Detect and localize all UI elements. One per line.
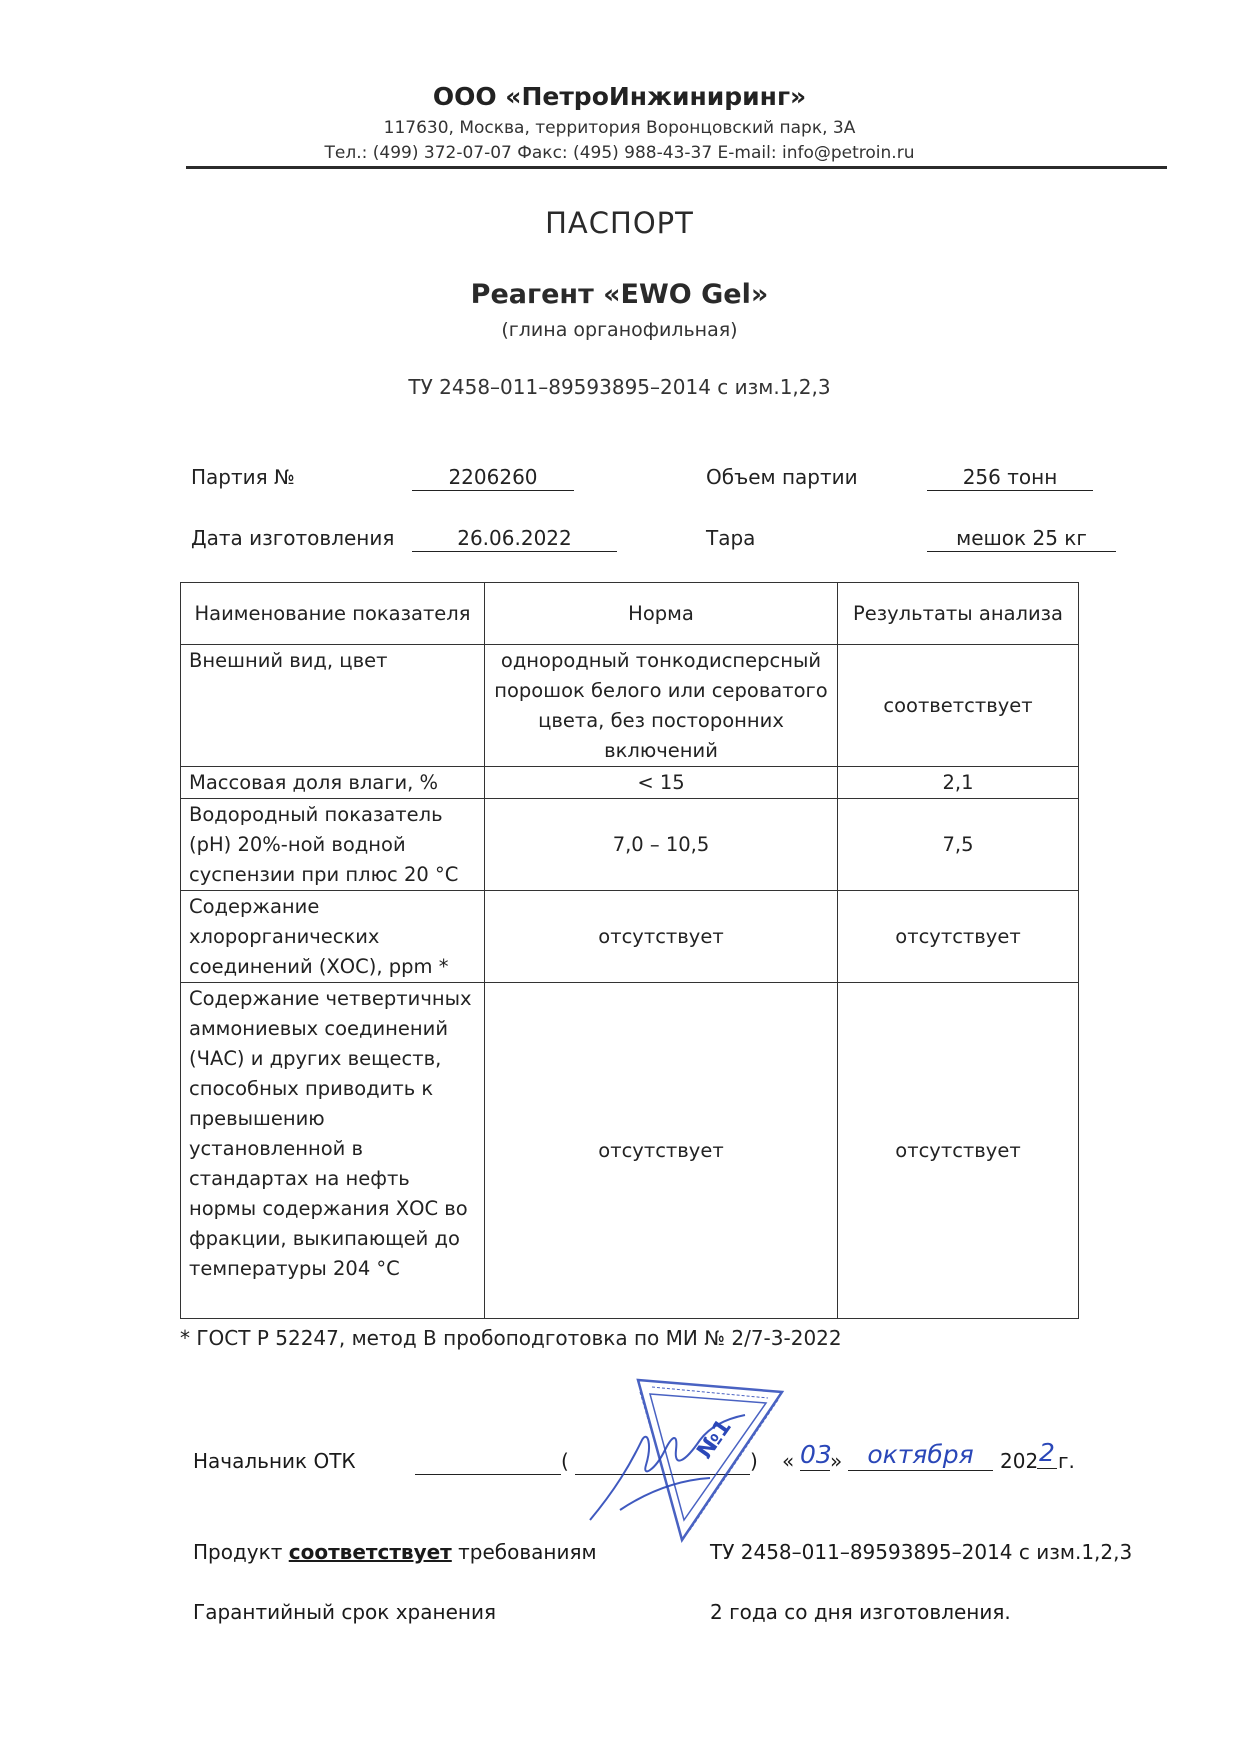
signature-year-digit: 2 bbox=[1037, 1438, 1057, 1469]
table-footnote: * ГОСТ Р 52247, метод В пробоподготовка по МИ № 2/7-3-2022 bbox=[180, 1326, 842, 1350]
parameter-name: Содержание четвертичных аммониевых соединений (ЧАС) и других веществ, способных приводить к превышению установленной в стандартах на нефть нормы содержания ХОС во фракции, выкипающей до температуры 204 °С bbox=[181, 983, 485, 1319]
header-result: Результаты анализа bbox=[838, 583, 1079, 645]
parameter-norm: отсутствует bbox=[485, 983, 838, 1319]
warranty-label: Гарантийный срок хранения bbox=[193, 1600, 496, 1624]
parameter-result: 7,5 bbox=[838, 799, 1079, 891]
parameter-name: Массовая доля влаги, % bbox=[181, 767, 485, 799]
date-quote-open: « bbox=[782, 1449, 795, 1473]
parameter-norm: отсутствует bbox=[485, 891, 838, 983]
table-row bbox=[181, 799, 1079, 891]
parameter-result: 2,1 bbox=[838, 767, 1079, 799]
parameter-name: Содержание хлорорганических соединений (ХОС), ppm * bbox=[181, 891, 485, 983]
conformity-spec: ТУ 2458–011–89593895–2014 с изм.1,2,3 bbox=[710, 1540, 1133, 1564]
header-norm: Норма bbox=[485, 583, 838, 645]
parameter-result: соответствует bbox=[838, 645, 1079, 767]
specification-line: ТУ 2458–011–89593895–2014 с изм.1,2,3 bbox=[408, 375, 831, 399]
conformity-statement bbox=[193, 1540, 597, 1564]
batch-number-value: 2206260 bbox=[412, 465, 574, 491]
table-row bbox=[181, 767, 1079, 799]
manufacture-date-value: 26.06.2022 bbox=[412, 526, 617, 552]
date-quote-close: » bbox=[830, 1449, 843, 1473]
conformity-prefix: Продукт bbox=[193, 1540, 289, 1564]
parameter-result: отсутствует bbox=[838, 891, 1079, 983]
signature-paren-open: ( bbox=[561, 1449, 569, 1473]
quality-stamp-icon bbox=[560, 1370, 820, 1550]
signature-paren-close: ) bbox=[750, 1449, 758, 1473]
header-parameter-name: Наименование показателя bbox=[181, 583, 485, 645]
table-row bbox=[181, 891, 1079, 983]
product-subtitle: (глина органофильная) bbox=[501, 319, 738, 341]
table-header-row bbox=[181, 583, 1079, 645]
parameter-result: отсутствует bbox=[838, 983, 1079, 1319]
table-row bbox=[181, 645, 1079, 767]
parameter-norm: < 15 bbox=[485, 767, 838, 799]
signature-line bbox=[415, 1474, 561, 1475]
conformity-word: соответствует bbox=[288, 1540, 452, 1564]
tare-value: мешок 25 кг bbox=[927, 526, 1116, 552]
tare-label: Тара bbox=[706, 526, 756, 550]
stamp-number: №1 bbox=[692, 1414, 737, 1464]
conformity-suffix: требованиям bbox=[451, 1540, 597, 1564]
specification-table bbox=[180, 582, 1079, 1319]
parameter-norm: 7,0 – 10,5 bbox=[485, 799, 838, 891]
parameter-name: Водородный показатель (pH) 20%-ной водной суспензии при плюс 20 °С bbox=[181, 799, 485, 891]
company-name: ООО «ПетроИнжиниринг» bbox=[432, 82, 807, 111]
document-title: ПАСПОРТ bbox=[545, 206, 694, 240]
table-row bbox=[181, 983, 1079, 1319]
company-address: 117630, Москва, территория Воронцовский парк, 3А bbox=[383, 118, 856, 138]
manufacture-date-label: Дата изготовления bbox=[191, 526, 395, 550]
signature-month: октября bbox=[848, 1440, 993, 1471]
signature-year-prefix: 202 bbox=[1000, 1449, 1039, 1473]
product-name: Реагент «EWO Gel» bbox=[470, 279, 769, 310]
company-contacts: Тел.: (499) 372-07-07 Факс: (495) 988-43-37 E-mail: info@petroin.ru bbox=[324, 143, 915, 163]
signature-day: 03 bbox=[800, 1440, 832, 1469]
parameter-norm: однородный тонкодисперсный порошок белого или сероватого цвета, без посторонних включений bbox=[485, 645, 838, 767]
signature-year-suffix: г. bbox=[1058, 1449, 1075, 1473]
qc-head-label: Начальник ОТК bbox=[193, 1449, 356, 1473]
parameter-name: Внешний вид, цвет bbox=[181, 645, 485, 767]
warranty-value: 2 года со дня изготовления. bbox=[710, 1600, 1011, 1624]
batch-number-label: Партия № bbox=[191, 465, 295, 489]
letterhead-divider bbox=[186, 166, 1167, 169]
batch-volume-value: 256 тонн bbox=[927, 465, 1093, 491]
batch-volume-label: Объем партии bbox=[706, 465, 858, 489]
